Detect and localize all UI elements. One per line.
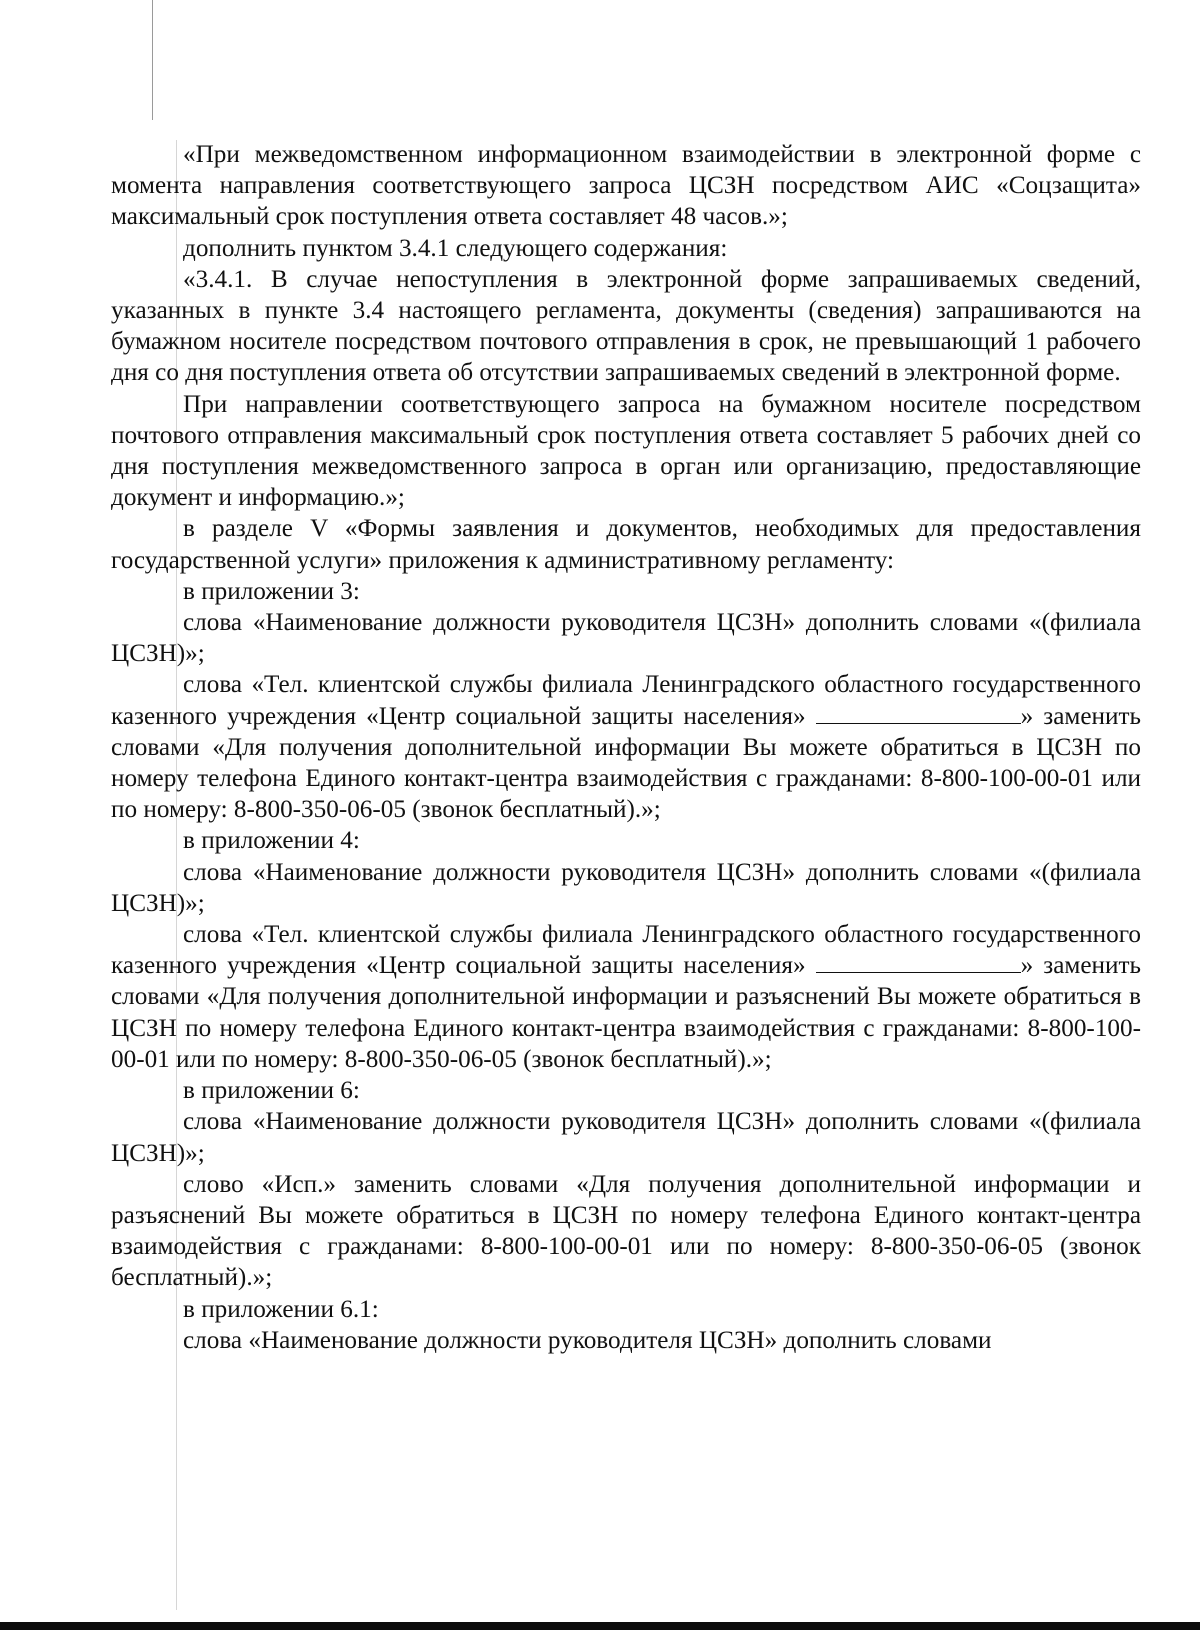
paragraph-section-v: в разделе V «Формы заявления и документов, необходимых для предоставления государственной услуги» приложения к административному регламенту: [111,515,1141,574]
paragraph-appendix-6-position: слова «Наименование должности руководителя ЦСЗН» дополнить словами «(филиала ЦСЗН)»; [111,1108,1141,1167]
paragraph-appendix-6-heading: в приложении 6: [183,1077,360,1105]
paragraph-add-3-4-1: дополнить пунктом 3.4.1 следующего содержания: [183,234,728,262]
appendix-4-phone-quote: слова «Тел. клиентской службы филиала Ленинградского областного государственного казенного учреждения «Центр социальной защиты населения» [111,921,1141,980]
paragraph-appendix-3-heading: в приложении 3: [183,577,360,605]
paragraph-appendix-6-isp: слово «Исп.» заменить словами «Для получения дополнительной информации и разъяснений Вы можете обратиться в ЦСЗН по номеру телефона Единого контакт-центра взаимодействия с гражданами: 8-800-100-00-01 или по номеру: 8-800-350-06-05 (звонок бесплатный).»; [111,1170,1141,1292]
paragraph-paper-request: При направлении соответствующего запроса на бумажном носителе посредством почтового отправления максимальный срок поступления ответа составляет 5 рабочих дней со дня поступления межведомственного запроса в орган или организацию, предоставляющие документ и информацию.»; [111,390,1141,512]
scan-artifact-line-top [152,0,153,120]
document-body [111,139,1141,1356]
blank-line-appendix-4 [816,952,1021,973]
paragraph-interagency-48h: «При межведомственном информационном взаимодействии в электронной форме с момента направления соответствующего запроса ЦСЗН посредством АИС «Соцзащита» максимальный срок поступления ответа составляет 48 часов.»; [111,141,1141,231]
paragraph-appendix-4-heading: в приложении 4: [183,827,360,855]
paragraph-appendix-4-position: слова «Наименование должности руководителя ЦСЗН» дополнить словами «(филиала ЦСЗН)»; [111,858,1141,917]
paragraph-appendix-6-1-heading: в приложении 6.1: [183,1295,379,1323]
paragraph-3-4-1-text: «3.4.1. В случае непоступления в электронной форме запрашиваемых сведений, указанных в пункте 3.4 настоящего регламента, документы (сведения) запрашиваются на бумажном носителе посредством почтового отправления в срок, не превышающий 1 рабочего дня со дня поступления ответа об отсутствии запрашиваемых сведений в электронной форме. [111,265,1141,387]
paragraph-appendix-3-phone [111,669,1141,825]
paragraph-appendix-6-1-position: слова «Наименование должности руководителя ЦСЗН» дополнить словами [183,1326,992,1354]
blank-line-appendix-3 [816,703,1021,724]
appendix-4-phone-replacement: » заменить словами «Для получения дополнительной информации и разъяснений Вы можете обратиться в ЦСЗН по номеру телефона Единого контакт-центра взаимодействия с гражданами: 8-800-100-00-01 или по номеру: 8-800-350-06-05 (звонок бесплатный).»; [111,952,1142,1073]
paragraph-appendix-3-position: слова «Наименование должности руководителя ЦСЗН» дополнить словами «(филиала ЦСЗН)»; [111,609,1141,668]
appendix-3-phone-replacement: » заменить словами «Для получения дополнительной информации Вы можете обратиться в ЦСЗН по номеру телефона Единого контакт-центра взаимодействия с гражданами: 8-800-100-00-01 или по номеру: 8-800-350-06-05 (звонок бесплатный).»; [111,702,1142,824]
appendix-3-phone-quote: слова «Тел. клиентской службы филиала Ленинградского областного государственного казенного учреждения «Центр социальной защиты населения» [111,671,1141,730]
paragraph-appendix-4-phone [111,919,1141,1075]
scan-bottom-edge [0,1622,1200,1630]
